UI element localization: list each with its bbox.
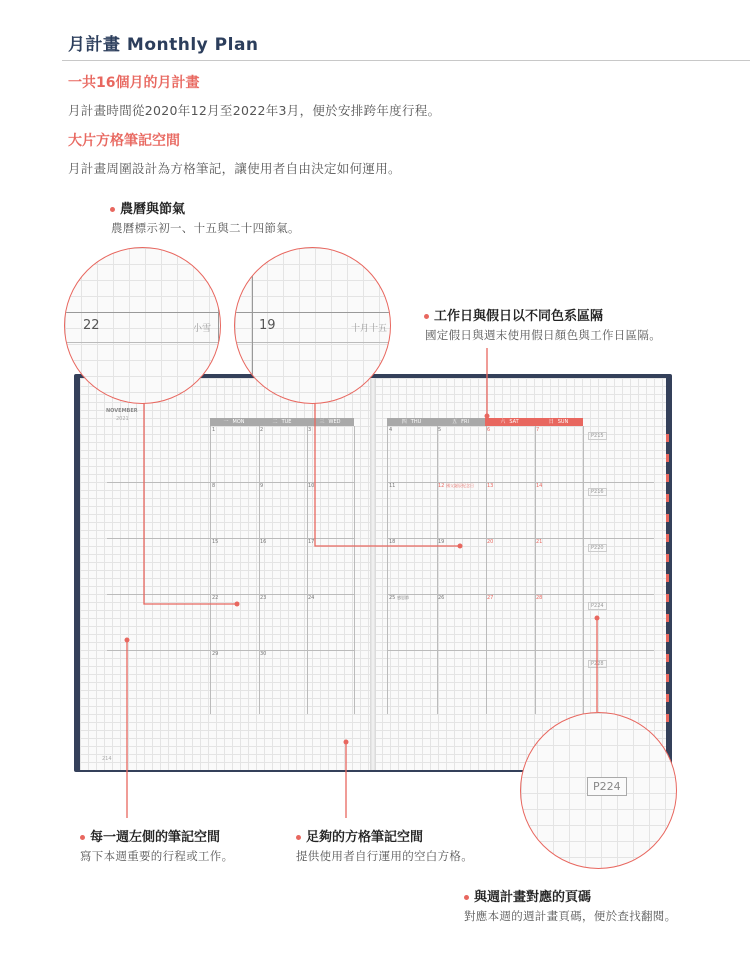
connector-lunar-mid xyxy=(315,402,460,546)
zoom-date: 19 xyxy=(259,318,276,333)
callout-grid-space-title: 足夠的方格筆記空間 xyxy=(296,826,423,845)
weekday-cell-holiday: 日 SUN xyxy=(534,418,583,426)
callout-page-ref-title: 與週計畫對應的頁碼 xyxy=(464,886,591,905)
page-ref-badge: P224 xyxy=(588,602,607,610)
callout-left-notes-text: 寫下本週重要的行程或工作。 xyxy=(80,849,234,863)
bullet-dot xyxy=(296,835,301,840)
page-ref-badge: P220 xyxy=(588,544,607,552)
callout-page-ref-text: 對應本週的週計畫頁碼，便於查找翻閱。 xyxy=(464,909,677,923)
planner-book: NOVEMBER 2021 一 MON 二 TUE 三 WED 四 THU 五 FRI 六 SAT 日 SUN 1 2 3 8 9 10 15 16 17 22 23 24 29 30 4 5 6 7 11 12 國父誕辰紀念日 13 14 18 19 20 21 25 感恩節 26 27 28 P215 P216 P220 P224 P228 214 xyxy=(74,374,674,774)
weekday-cell: 一 MON xyxy=(223,419,245,425)
bullet-dot xyxy=(80,835,85,840)
callout-grid-space-text: 提供使用者自行運用的空白方格。 xyxy=(296,849,473,863)
zoom-circle-lunar-mid xyxy=(234,247,391,404)
section-heading-grid: 大片方格筆記空間 xyxy=(68,133,180,149)
page-ref-badge: P216 xyxy=(588,488,607,496)
callout-left-notes-title: 每一週左側的筆記空間 xyxy=(80,826,220,845)
callout-holiday-text: 國定假日與週末使用假日顏色與工作日區隔。 xyxy=(425,328,661,342)
zoom-lunar-date: 十月十五 xyxy=(351,324,388,334)
month-label: NOVEMBER xyxy=(106,408,138,414)
connector-lunar-left xyxy=(144,402,237,604)
callout-lunar-text: 農曆標示初一、十五與二十四節氣。 xyxy=(111,221,300,235)
zoom-date: 22 xyxy=(83,318,100,333)
bullet-dot xyxy=(464,895,469,900)
zoom-circle-lunar-left xyxy=(64,247,221,404)
zoom-circle-page-ref xyxy=(520,712,677,869)
callout-lunar-title: 農曆與節氣 xyxy=(110,198,185,217)
weekday-cell: 二 TUE xyxy=(272,419,292,425)
page-ref-badge: P228 xyxy=(588,660,607,668)
year-label: 2021 xyxy=(116,416,129,422)
weekday-cell-holiday: 六 SAT xyxy=(485,418,534,426)
zoom-solar-term: 小雪 xyxy=(193,324,212,334)
weekday-cell: 四 THU xyxy=(387,418,436,426)
weekday-cell: 三 WED xyxy=(319,419,341,425)
callout-holiday-title: 工作日與假日以不同色系區隔 xyxy=(424,305,603,324)
weekday-cell: 五 FRI xyxy=(436,418,485,426)
section-body-grid: 月計畫周圍設計為方格筆記，讓使用者自由決定如何運用。 xyxy=(68,161,401,176)
page-title: 月計畫 Monthly Plan xyxy=(68,35,259,55)
page-ref-badge: P215 xyxy=(588,432,607,440)
zoom-page-ref-badge: P224 xyxy=(587,777,627,796)
section-heading-months: 一共16個月的月計畫 xyxy=(68,75,200,91)
page-number: 214 xyxy=(102,756,112,762)
section-body-months: 月計畫時間從2020年12月至2022年3月，便於安排跨年度行程。 xyxy=(68,103,441,118)
